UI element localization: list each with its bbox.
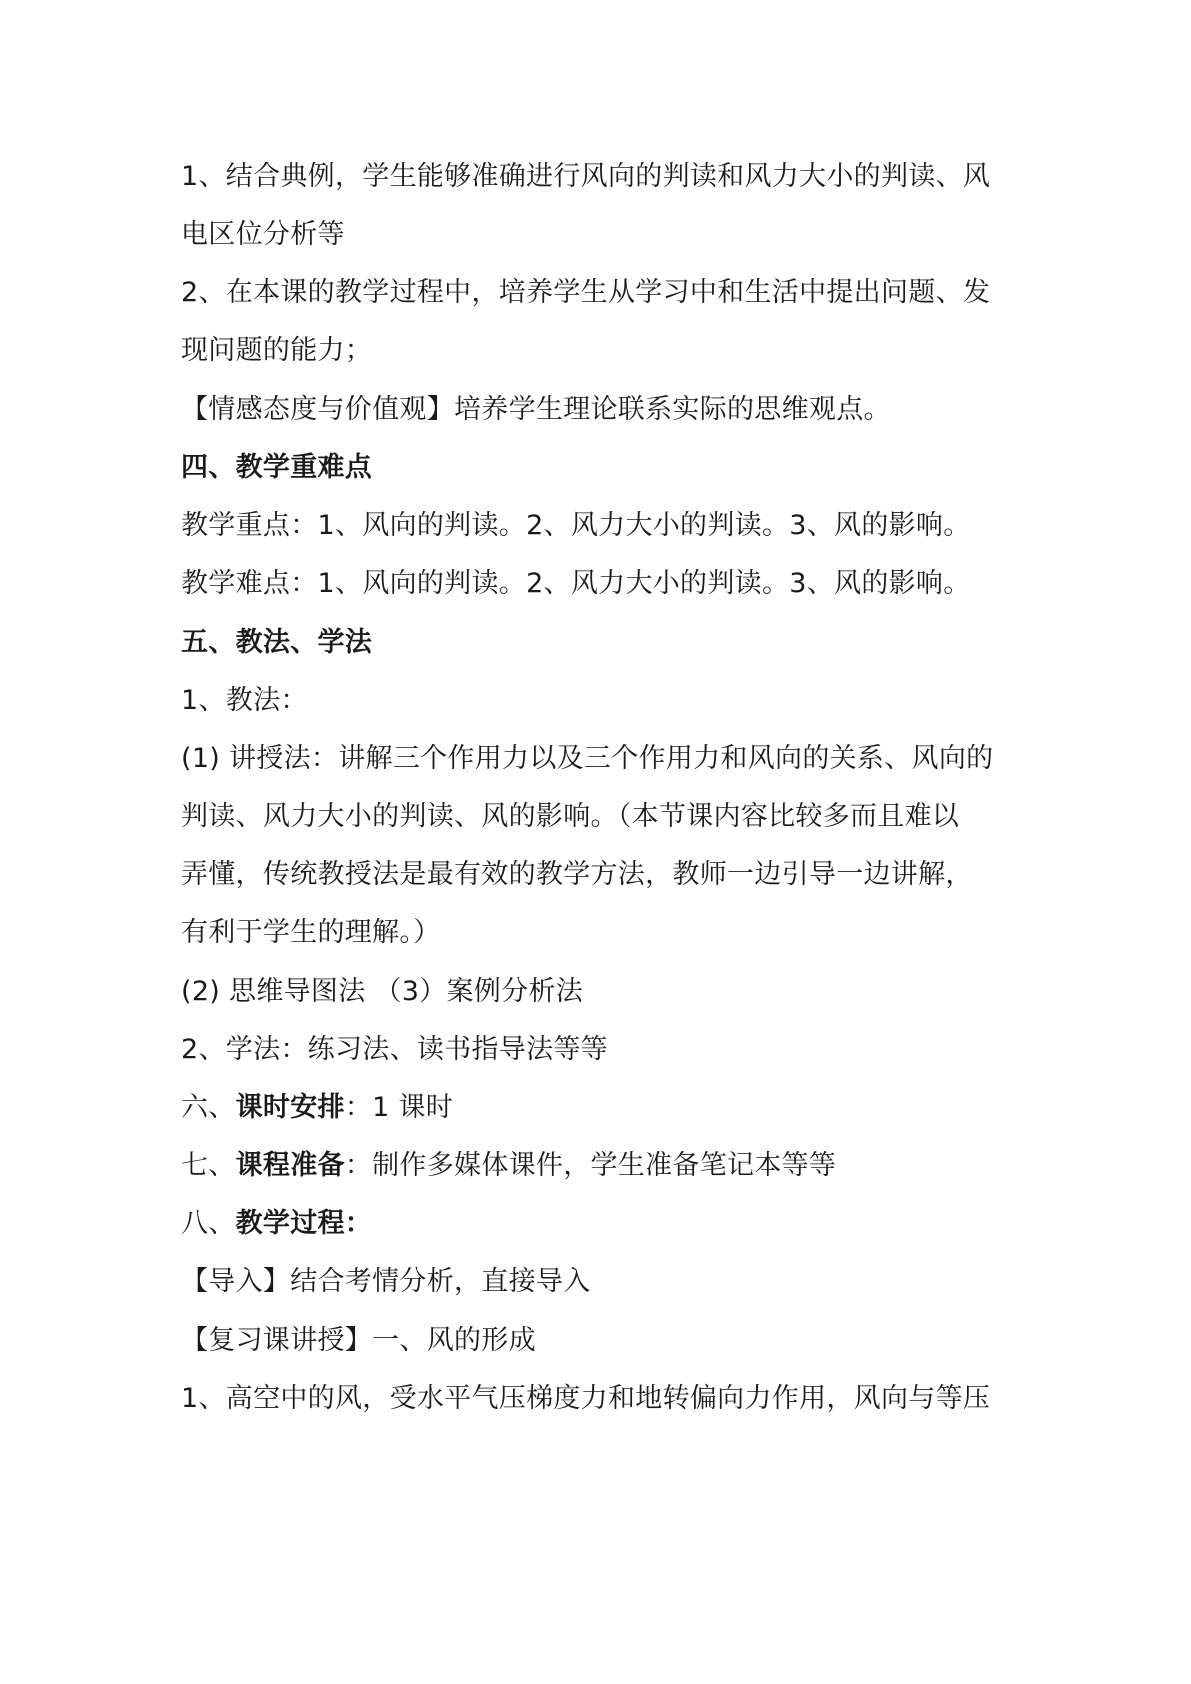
teaching-process-label: 教学过程： (235, 1208, 373, 1239)
section-heading-key-points: 四、教学重难点 (181, 452, 373, 483)
course-prep-label: 课程准备 (235, 1150, 345, 1181)
class-hours-value: 1 课时 (372, 1092, 454, 1123)
lecture-method-line-1: (1) 讲授法：讲解三个作用力以及三个作用力和风向的关系、风向的 (181, 743, 994, 774)
high-altitude-wind-line: 1、高空中的风，受水平气压梯度力和地转偏向力作用，风向与等压 (181, 1383, 991, 1414)
objective-line-1-cont: 电区位分析等 (181, 219, 345, 250)
learning-method-line: 2、学法：练习法、读书指导法等等 (181, 1034, 608, 1065)
emotion-values-line: 【情感态度与价值观】培养学生理论联系实际的思维观点。 (181, 394, 891, 425)
lecture-method-line-2: 判读、风力大小的判读、风的影响。（本节课内容比较多而且难以 (181, 801, 960, 832)
course-prep-prefix: 七、 (181, 1150, 236, 1181)
objective-line-2: 2、在本课的教学过程中，培养学生从学习中和生活中提出问题、发 (181, 277, 991, 308)
objective-line-1: 1、结合典例，学生能够准确进行风向的判读和风力大小的判读、风 (181, 161, 991, 192)
class-hours-prefix: 六、 (181, 1092, 236, 1123)
review-lecture-line: 【复习课讲授】一、风的形成 (181, 1325, 536, 1356)
lecture-method-line-4: 有利于学生的理解。） (181, 917, 441, 948)
section-heading-methods: 五、教法、学法 (181, 627, 373, 658)
lecture-method-line-3: 弄懂，传统教授法是最有效的教学方法，教师一边引导一边讲解， (181, 859, 973, 890)
class-hours-colon: ： (344, 1092, 373, 1123)
course-prep-colon: ： (344, 1150, 373, 1181)
teaching-focus-line: 教学重点：1、风向的判读。2、风力大小的判读。3、风的影响。 (181, 510, 971, 541)
course-preparation-line (181, 1149, 1021, 1183)
teaching-process-line (181, 1207, 1021, 1241)
teaching-method-heading: 1、教法： (181, 685, 308, 716)
objective-line-2-cont: 现问题的能力； (181, 335, 373, 366)
class-hours-line (181, 1091, 1021, 1125)
introduction-line: 【导入】结合考情分析，直接导入 (181, 1266, 591, 1297)
teaching-difficulty-line: 教学难点：1、风向的判读。2、风力大小的判读。3、风的影响。 (181, 568, 971, 599)
teaching-process-prefix: 八、 (181, 1208, 236, 1239)
course-prep-value: 制作多媒体课件，学生准备笔记本等等 (372, 1150, 837, 1181)
mindmap-case-method-line: (2) 思维导图法 （3）案例分析法 (181, 976, 583, 1007)
class-hours-label: 课时安排 (235, 1092, 345, 1123)
